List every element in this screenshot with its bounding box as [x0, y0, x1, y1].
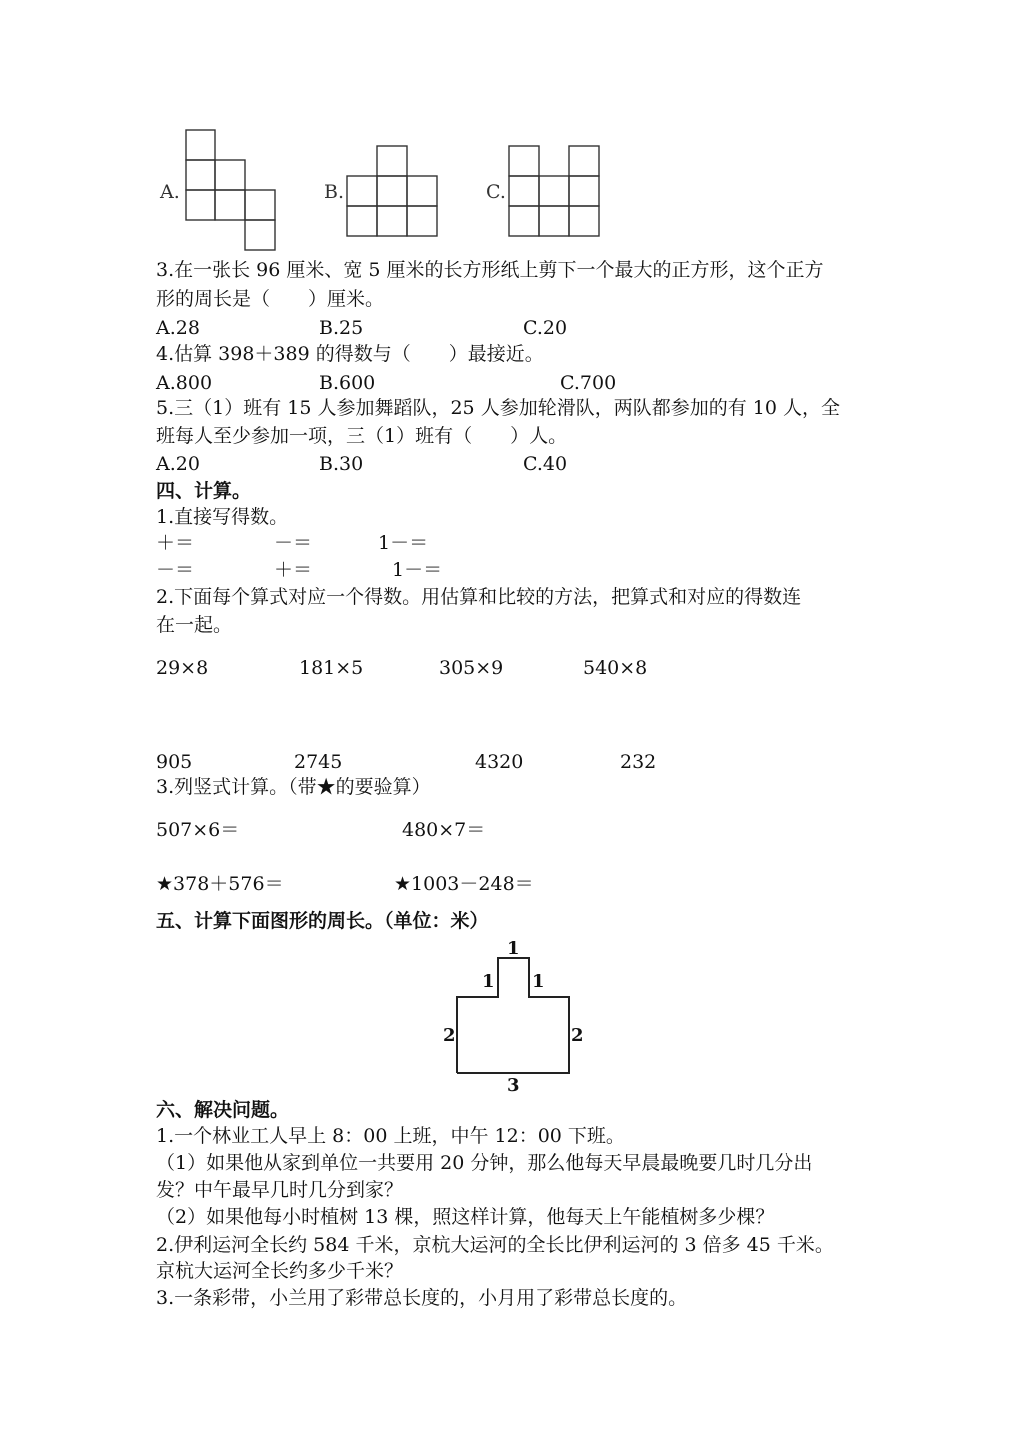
- dim-right: 2: [571, 1025, 584, 1046]
- vertical-calc-item: ★378＋576＝: [156, 873, 284, 895]
- dim-left-upper: 1: [482, 971, 495, 992]
- section4-part2-line2: 在一起。: [156, 614, 233, 636]
- q5-option-b: B.30: [319, 453, 364, 475]
- q5-line1: 5.三（1）班有 15 人参加舞蹈队，25 人参加轮滑队，两队都参加的有 10 人，全: [156, 397, 840, 419]
- option-c-label: C.: [486, 181, 506, 203]
- q4-option-c: C.700: [560, 372, 617, 394]
- q3-option-c: C.20: [523, 317, 568, 339]
- q4-option-a: A.800: [156, 372, 213, 394]
- q5-line2: 班每人至少参加一项，三（1）班有（ ）人。: [156, 425, 568, 447]
- s6-q3-line1: 3.一条彩带，小兰用了彩带总长度的，小月用了彩带总长度的。: [156, 1287, 688, 1309]
- s6-q1-sub2: （2）如果他每小时植树 13 棵，照这样计算，他每天上午能植树多少棵？: [156, 1206, 775, 1228]
- oral-calc-item: ＋＝: [156, 532, 195, 554]
- section4-part1-title: 1.直接写得数。: [156, 506, 289, 528]
- perimeter-figure: [435, 935, 595, 1093]
- oral-calc-item: 1－＝: [378, 532, 429, 554]
- s6-q1-line1: 1.一个林业工人早上 8：00 上班，中午 12：00 下班。: [156, 1125, 625, 1147]
- q3-line2: 形的周长是（ ）厘米。: [156, 288, 385, 310]
- expression-item: 540×8: [583, 657, 648, 679]
- dim-right-upper: 1: [532, 971, 545, 992]
- q4-option-b: B.600: [319, 372, 376, 394]
- q5-option-a: A.20: [156, 453, 200, 475]
- result-item: 2745: [294, 751, 343, 773]
- section4-heading: 四、计算。: [156, 480, 252, 502]
- result-item: 232: [620, 751, 657, 773]
- q4-line1: 4.估算 398＋389 的得数与（ ）最接近。: [156, 343, 544, 365]
- section6-heading: 六、解决问题。: [156, 1099, 290, 1121]
- result-item: 905: [156, 751, 193, 773]
- vertical-calc-item: 480×7＝: [402, 819, 486, 841]
- section4-part3-title: 3.列竖式计算。（带★的要验算）: [156, 776, 431, 798]
- cube-net-options: [150, 120, 620, 260]
- oral-calc-item: 1－＝: [392, 559, 443, 581]
- section4-part2-line1: 2.下面每个算式对应一个得数。用估算和比较的方法，把算式和对应的得数连: [156, 586, 802, 608]
- result-item: 4320: [475, 751, 524, 773]
- option-b-label: B.: [324, 181, 345, 203]
- expression-item: 305×9: [439, 657, 504, 679]
- q5-option-c: C.40: [523, 453, 568, 475]
- net-c: [509, 146, 599, 236]
- oral-calc-item: －＝: [156, 559, 195, 581]
- oral-calc-item: ＋＝: [274, 559, 313, 581]
- section5-heading: 五、计算下面图形的周长。（单位：米）: [156, 910, 489, 932]
- net-b: [347, 146, 437, 236]
- expression-item: 29×8: [156, 657, 209, 679]
- figure-outline: [457, 958, 569, 1073]
- dim-top: 1: [507, 938, 520, 959]
- vertical-calc-item: ★1003－248＝: [394, 873, 534, 895]
- expression-item: 181×5: [299, 657, 364, 679]
- vertical-calc-item: 507×6＝: [156, 819, 240, 841]
- q3-line1: 3.在一张长 96 厘米、宽 5 厘米的长方形纸上剪下一个最大的正方形，这个正方: [156, 259, 824, 281]
- net-a: [186, 130, 275, 250]
- s6-q2-line2: 京杭大运河全长约多少千米？: [156, 1260, 404, 1282]
- dim-left: 2: [443, 1025, 456, 1046]
- s6-q2-line1: 2.伊利运河全长约 584 千米，京杭大运河的全长比伊利运河的 3 倍多 45 千米。: [156, 1234, 834, 1256]
- q3-option-a: A.28: [156, 317, 200, 339]
- dim-bottom: 3: [507, 1075, 520, 1093]
- q3-option-b: B.25: [319, 317, 364, 339]
- option-a-label: A.: [160, 181, 180, 203]
- oral-calc-item: －＝: [274, 532, 313, 554]
- s6-q1-sub1-line2: 发？中午最早几时几分到家？: [156, 1179, 404, 1201]
- s6-q1-sub1-line1: （1）如果他从家到单位一共要用 20 分钟，那么他每天早晨最晚要几时几分出: [156, 1152, 813, 1174]
